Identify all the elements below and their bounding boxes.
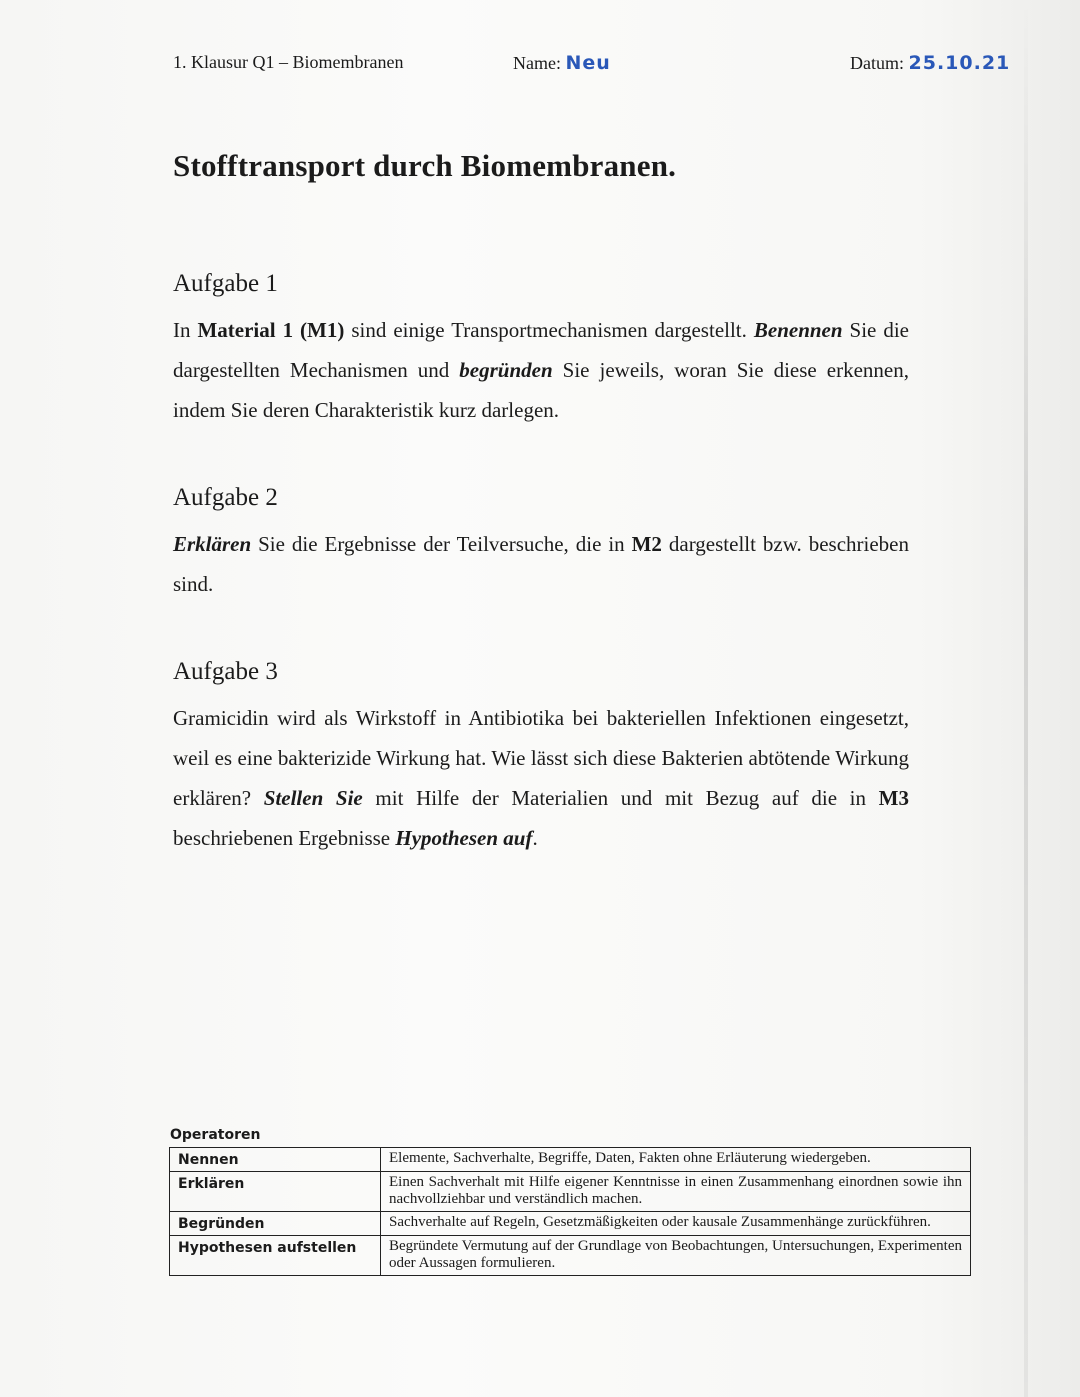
page-header <box>173 50 1022 80</box>
task-heading: Aufgabe 2 <box>173 484 278 511</box>
date-handwritten: 25.10.21 <box>908 52 1011 74</box>
operators-table <box>169 1147 971 1276</box>
name-label: Name: <box>513 53 561 73</box>
table-row <box>170 1172 971 1212</box>
date-label: Datum: <box>850 53 904 73</box>
date-field <box>850 52 1010 74</box>
operators-section <box>169 1127 971 1276</box>
operator-term: Nennen <box>170 1148 381 1172</box>
operator-definition: Elemente, Sachverhalte, Begriffe, Daten, Fakten ohne Erläuterung wiedergeben. <box>381 1148 971 1172</box>
paper-edge-shadow <box>1024 0 1028 1397</box>
operator-term: Begründen <box>170 1212 381 1236</box>
task-3 <box>173 658 909 858</box>
operator-term: Erklären <box>170 1172 381 1212</box>
table-row <box>170 1148 971 1172</box>
table-row <box>170 1236 971 1276</box>
task-text: Gramicidin wird als Wirkstoff in Antibiotika bei bakteriellen Infektionen eingesetzt, weil es eine bakterizide Wirkung hat. Wie lässt sich diese Bakterien abtötende Wirkung erklären? Stellen Sie mit Hilfe der Materialien und mit Bezug auf die in M3 beschriebenen Ergebnisse Hypothesen auf. <box>173 706 909 850</box>
task-text: Erklären Sie die Ergebnisse der Teilversuche, die in M2 dargestellt bzw. beschrieben sind. <box>173 532 909 596</box>
name-field <box>513 52 611 74</box>
operator-definition: Sachverhalte auf Regeln, Gesetzmäßigkeiten oder kausale Zusammenhänge zurückführen. <box>381 1212 971 1236</box>
task-text: In Material 1 (M1) sind einige Transportmechanismen dargestellt. Benennen Sie die dargestellten Mechanismen und begründen Sie jeweils, woran Sie diese erkennen, indem Sie deren Charakteristik kurz darlegen. <box>173 318 909 422</box>
course-title: 1. Klausur Q1 – Biomembranen <box>173 52 404 72</box>
table-row <box>170 1212 971 1236</box>
operator-definition: Einen Sachverhalt mit Hilfe eigener Kenntnisse in einen Zusammenhang einordnen sowie ihn nachvollziehbar und verständlich machen. <box>381 1172 971 1212</box>
task-heading: Aufgabe 3 <box>173 658 278 685</box>
operator-definition: Begründete Vermutung auf der Grundlage von Beobachtungen, Untersuchungen, Experimenten oder Aussagen formulieren. <box>381 1236 971 1276</box>
operators-label: Operatoren <box>170 1127 261 1143</box>
task-1 <box>173 270 909 430</box>
page-title: Stofftransport durch Biomembranen. <box>173 148 677 183</box>
task-heading: Aufgabe 1 <box>173 270 278 297</box>
operator-term: Hypothesen aufstellen <box>170 1236 381 1276</box>
name-handwritten: Neu <box>565 52 611 74</box>
task-2 <box>173 484 909 604</box>
